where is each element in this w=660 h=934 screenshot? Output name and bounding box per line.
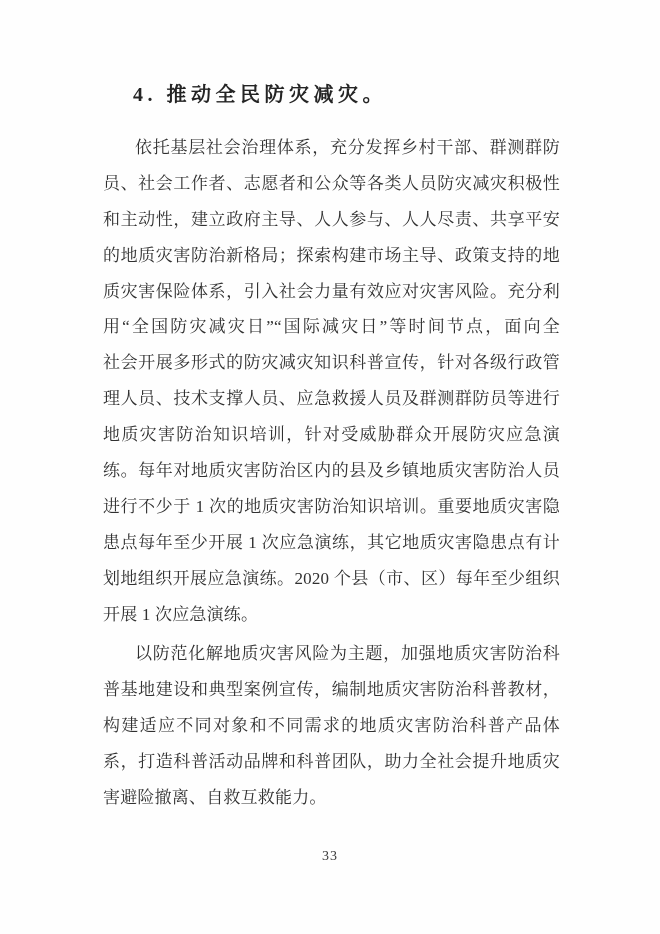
text-line: 患点每年至少开展 1 次应急演练，其它地质灾害隐患点有计 — [103, 532, 560, 552]
section-heading: 4. 推动全民防灾减灾。 — [133, 84, 387, 106]
text-line: 练。每年对地质灾害防治区内的县及乡镇地质灾害防治人员 — [103, 461, 560, 481]
text-line: 员、社会工作者、志愿者和公众等各类人员防灾减灾积极性 — [103, 173, 560, 193]
text-line: 进行不少于 1 次的地质灾害防治知识培训。重要地质灾害隐 — [103, 496, 560, 516]
text-line: 构建适应不同对象和不同需求的地质灾害防治科普产品体 — [103, 716, 560, 736]
text-line: 划地组织开展应急演练。2020 个县（市、区）每年至少组织 — [103, 568, 560, 588]
document-body — [103, 0, 560, 816]
paragraph-1 — [103, 130, 560, 632]
text-line: 的地质灾害防治新格局；探索构建市场主导、政策支持的地 — [103, 245, 560, 265]
text-line: 以防范化解地质灾害风险为主题，加强地质灾害防治科 — [135, 644, 560, 664]
text-line: 害避险撤离、自救互救能力。 — [103, 788, 327, 808]
paragraph-2 — [103, 636, 560, 815]
text-line: 质灾害保险体系，引入社会力量有效应对灾害风险。充分利 — [103, 281, 560, 301]
text-line: 普基地建设和典型案例宣传，编制地质灾害防治科普教材， — [103, 680, 560, 700]
text-line: 社会开展多形式的防灾减灾知识科普宣传，针对各级行政管 — [103, 353, 560, 373]
text-line: 开展 1 次应急演练。 — [103, 604, 259, 624]
text-line: 理人员、技术支撑人员、应急救援人员及群测群防员等进行 — [103, 389, 560, 409]
page-number: 33 — [322, 849, 338, 864]
text-line: 依托基层社会治理体系，充分发挥乡村干部、群测群防 — [135, 138, 560, 157]
text-line: 和主动性，建立政府主导、人人参与、人人尽责、共享平安 — [103, 209, 560, 229]
text-line: 用“全国防灾减灾日”“国际减灾日”等时间节点，面向全 — [103, 317, 560, 337]
text-line: 系，打造科普活动品牌和科普团队，助力全社会提升地质灾 — [103, 752, 560, 772]
text-line: 地质灾害防治知识培训，针对受威胁群众开展防灾应急演 — [103, 425, 560, 445]
